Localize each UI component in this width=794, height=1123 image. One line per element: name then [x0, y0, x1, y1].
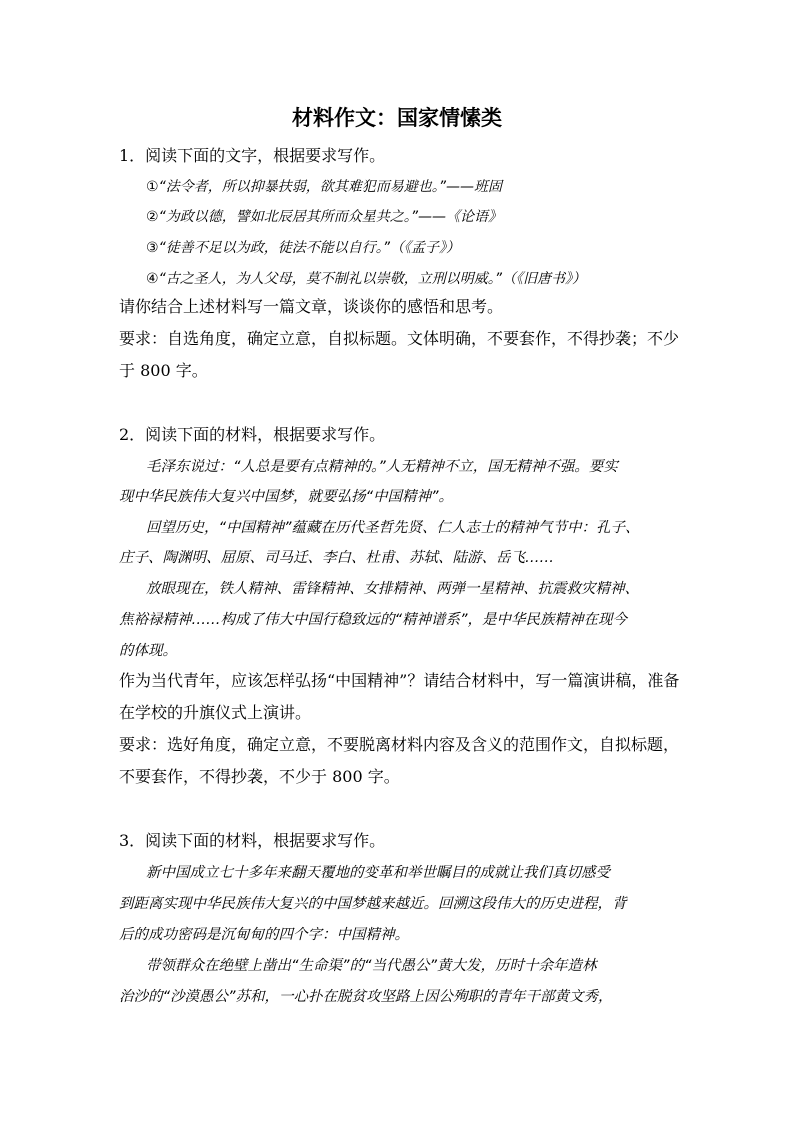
q3-material-p2-line-1: 带领群众在绝壁上凿出“生命渠”的“当代愚公”黄大发，历时十余年造林 [146, 958, 597, 974]
q2-heading: 2．阅读下面的材料，根据要求写作。 [119, 425, 386, 444]
q1-quote-4: ④“古之圣人，为人父母，莫不制礼以崇敬，立刑以明威。”（《旧唐书》） [146, 271, 587, 287]
q2-material-p2-line-2: 庄子、陶渊明、屈原、司马迁、李白、杜甫、苏轼、陆游、岳飞…… [119, 550, 554, 566]
q3-material-p1-line-2: 到距离实现中华民族伟大复兴的中国梦越来越近。回溯这段伟大的历史进程，背 [119, 896, 627, 912]
q2-prompt-line-1: 作为当代青年，应该怎样弘扬“中国精神”？请结合材料中，写一篇演讲稿，准备 [119, 671, 680, 690]
q3-heading: 3．阅读下面的材料，根据要求写作。 [119, 831, 386, 850]
q2-material-p3-line-1: 放眼现在，铁人精神、雷锋精神、女排精神、两弹一星精神、抗震救灾精神、 [146, 581, 639, 597]
q1-heading: 1．阅读下面的文字，根据要求写作。 [119, 146, 386, 165]
document-title: 材料作文：国家情愫类 [292, 106, 502, 130]
q1-quote-2: ②“为政以德，譬如北辰居其所而众星共之。”——《论语》 [146, 209, 503, 225]
q2-requirement-line-1: 要求：选好角度，确定立意，不要脱离材料内容及含义的范围作文，自拟标题， [119, 735, 680, 754]
q2-requirement-line-2: 不要套作，不得抄袭，不少于 800 字。 [119, 767, 400, 786]
q1-requirement-line-1: 要求：自选角度，确定立意，自拟标题。文体明确，不要套作，不得抄袭；不少 [119, 329, 680, 348]
q2-prompt-line-2: 在学校的升旗仪式上演讲。 [119, 703, 312, 722]
q2-material-p1-line-2: 现中华民族伟大复兴中国梦，就要弘扬“中国精神”。 [119, 489, 454, 505]
q2-material-p3-line-3: 的体现。 [119, 643, 177, 659]
q2-material-p3-line-2: 焦裕禄精神……构成了伟大中国行稳致远的“精神谱系”，是中华民族精神在现今 [119, 612, 628, 628]
q3-material-p2-line-2: 治沙的“沙漠愚公”苏和，一心扑在脱贫攻坚路上因公殉职的青年干部黄文秀， [119, 989, 613, 1005]
q1-quote-3: ③“徒善不足以为政，徒法不能以自行。”（《孟子》） [146, 240, 461, 256]
q1-quote-1: ①“法令者，所以抑暴扶弱，欲其难犯而易避也。”——班固 [146, 179, 503, 195]
q1-requirement-line-2: 于 800 字。 [119, 361, 208, 380]
q1-prompt: 请你结合上述材料写一篇文章，谈谈你的感悟和思考。 [119, 297, 504, 316]
q3-material-p1-line-1: 新中国成立七十多年来翻天覆地的变革和举世瞩目的成就让我们真切感受 [146, 865, 610, 881]
q3-material-p1-line-3: 后的成功密码是沉甸甸的四个字：中国精神。 [119, 927, 409, 943]
q2-material-p2-line-1: 回望历史，“中国精神”蕴藏在历代圣哲先贤、仁人志士的精神气节中：孔子、 [146, 520, 640, 536]
q2-material-p1-line-1: 毛泽东说过：“人总是要有点精神的。”人无精神不立，国无精神不强。要实 [146, 459, 618, 475]
